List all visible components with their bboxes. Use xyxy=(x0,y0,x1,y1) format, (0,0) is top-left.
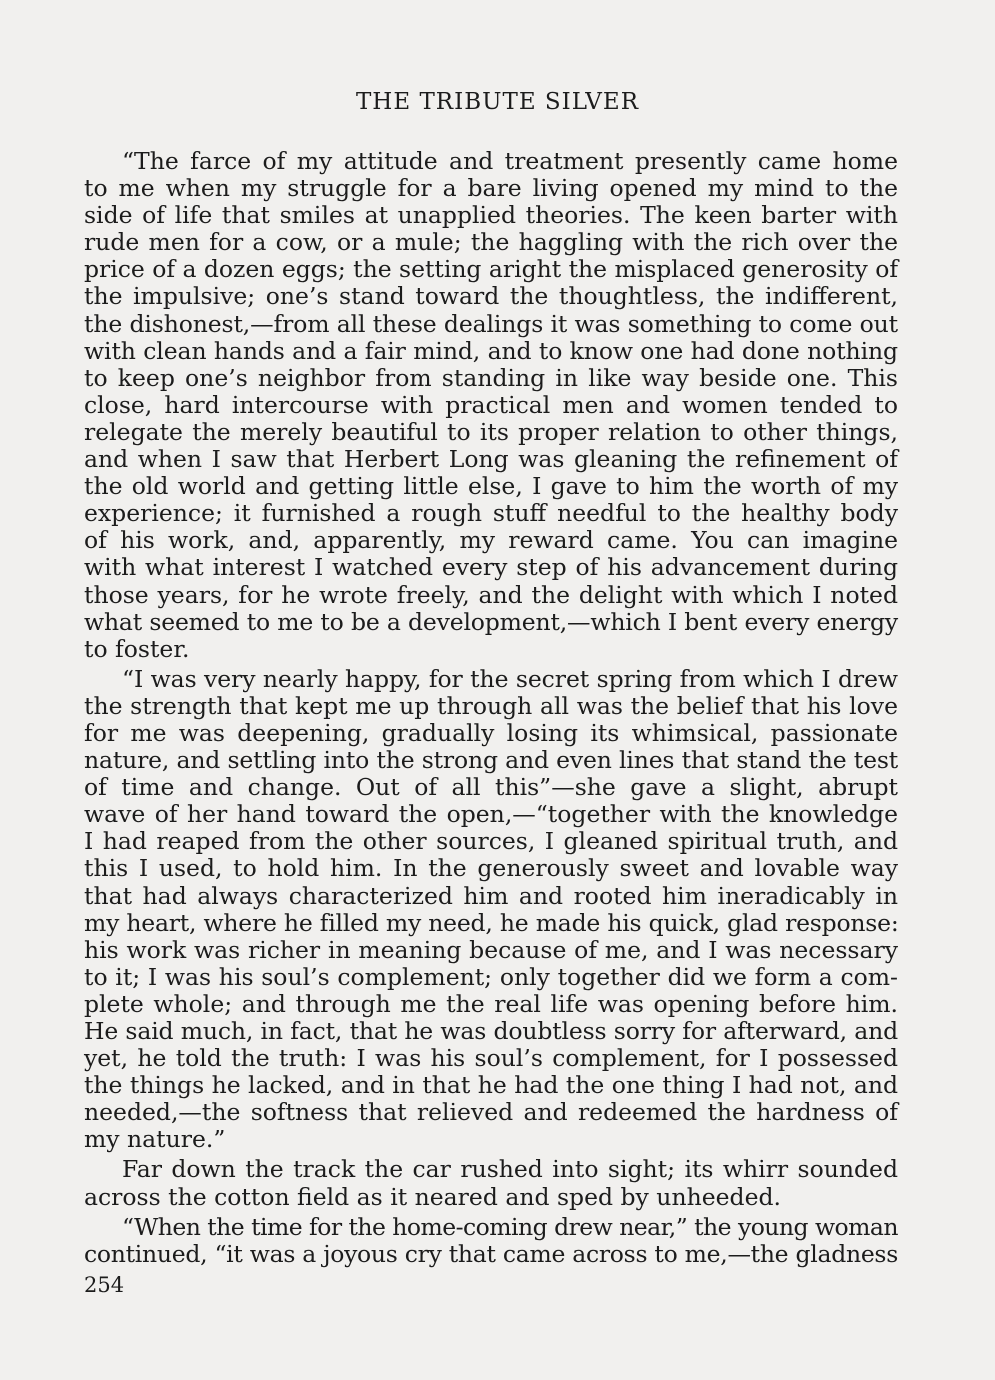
text-line: the things he lacked, and in that he had the one thing I had not, and xyxy=(84,1071,898,1100)
text-line: continued, “it was a joyous cry that came across to me,—the gladness xyxy=(84,1239,898,1268)
text-line: for me was deepening, gradually losing its whimsical, passionate xyxy=(84,718,898,747)
text-line: his work was richer in meaning because of me, and I was necessary xyxy=(84,935,898,964)
text-line: price of a dozen eggs; the setting aright the misplaced generosity of xyxy=(84,255,898,284)
text-line: and when I saw that Herbert Long was gleaning the refinement of xyxy=(84,445,898,474)
text-line: to it; I was his soul’s complement; only together did we form a com- xyxy=(84,962,898,991)
text-line: the strength that kept me up through all was the belief that his love xyxy=(84,691,898,720)
text-line: this I used, to hold him. In the generously sweet and lovable way xyxy=(84,854,898,883)
text-line: wave of her hand toward the open,—“together with the knowledge xyxy=(84,800,898,829)
text-line: the impulsive; one’s stand toward the thoughtless, the indifferent, xyxy=(84,282,898,311)
text-line: needed,—the softness that relieved and redeemed the hardness of xyxy=(84,1098,898,1127)
page-number: 254 xyxy=(84,1273,125,1297)
text-line: the old world and getting little else, I gave to him the worth of my xyxy=(84,472,898,501)
paragraph-2 xyxy=(84,666,898,1154)
text-line: those years, for he wrote freely, and the delight with which I noted xyxy=(84,580,898,609)
text-line: to foster. xyxy=(84,634,190,663)
text-line: plete whole; and through me the real life was opening before him. xyxy=(84,989,898,1018)
text-line: my heart, where he filled my need, he made his quick, glad response: xyxy=(84,908,899,937)
text-line: nature, and settling into the strong and even lines that stand the test xyxy=(84,746,898,775)
text-line: my nature.” xyxy=(84,1125,226,1154)
text-line: with clean hands and a fair mind, and to know one had done nothing xyxy=(84,336,899,365)
text-line: “I was very nearly happy, for the secret spring from which I drew xyxy=(122,664,898,693)
text-line: of his work, and, apparently, my reward came. You can imagine xyxy=(84,526,898,555)
text-line: the dishonest,—from all these dealings it was something to come out xyxy=(84,309,898,338)
text-line: “The farce of my attitude and treatment presently came home xyxy=(122,147,898,175)
text-line: to keep one’s neighbor from standing in like way beside one. This xyxy=(84,363,898,392)
text-line: He said much, in fact, that he was doubtless sorry for afterward, and xyxy=(84,1017,898,1045)
text-line: yet, he told the truth: I was his soul’s complement, for I possessed xyxy=(84,1044,898,1073)
text-line: rude men for a cow, or a mule; the haggling with the rich over the xyxy=(84,228,898,257)
text-line: Far down the track the car rushed into sight; its whirr sounded xyxy=(122,1155,898,1184)
text-line: side of life that smiles at unapplied theories. The keen barter with xyxy=(84,201,898,230)
text-line: of time and change. Out of all this”—she gave a slight, abrupt xyxy=(84,773,898,802)
text-line: “When the time for the home-coming drew near,” the young woman xyxy=(122,1212,898,1241)
text-line: with what interest I watched every step of his advancement during xyxy=(84,553,898,582)
text-line: relegate the merely beautiful to its proper relation to other things, xyxy=(84,417,898,446)
paragraph-4 xyxy=(84,1214,898,1268)
text-line: to me when my struggle for a bare living opened my mind to the xyxy=(84,174,898,203)
paragraph-3 xyxy=(84,1156,898,1210)
paragraph-1 xyxy=(84,148,898,663)
text-line: across the cotton field as it neared and sped by unheeded. xyxy=(84,1182,781,1211)
text-line: that had always characterized him and rooted him ineradicably in xyxy=(84,881,898,910)
body-text xyxy=(84,148,898,1268)
text-line: experience; it furnished a rough stuff needful to the healthy body xyxy=(84,499,898,528)
text-line: I had reaped from the other sources, I gleaned spiritual truth, and xyxy=(84,827,898,856)
text-line: close, hard intercourse with practical men and women tended to xyxy=(84,390,898,419)
running-head: THE TRIBUTE SILVER xyxy=(355,89,640,115)
text-line: what seemed to me to be a development,—which I bent every energy xyxy=(84,607,898,636)
